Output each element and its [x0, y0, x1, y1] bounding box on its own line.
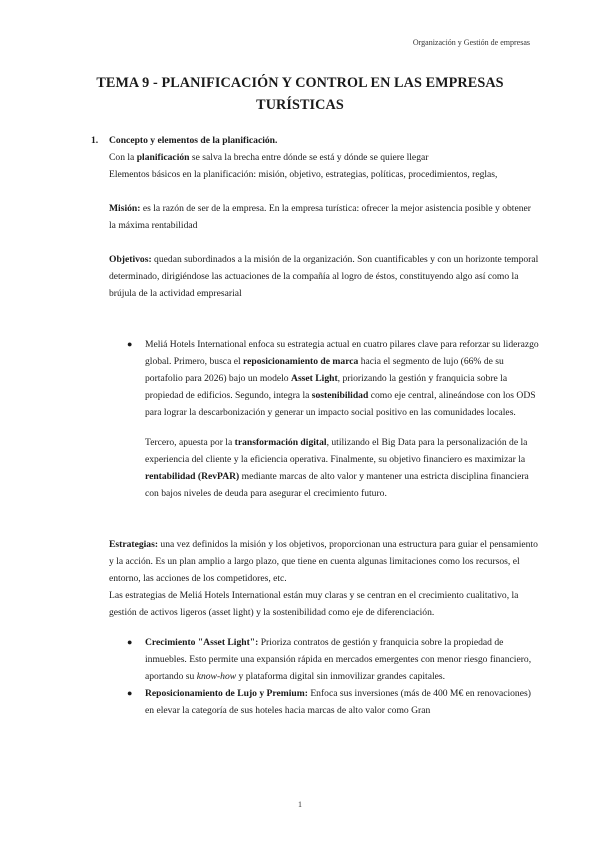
section-title: Concepto y elementos de la planificación. [109, 135, 278, 146]
section-heading [91, 132, 539, 149]
section-number: 1. [91, 135, 99, 146]
running-header: Organización y Gestión de empresas [412, 38, 530, 47]
paragraph-estrategias: Estrategias: una vez definidos la misión y los objetivos, proporcionan una estructura para guiar el pensamiento y la acción. Es un plan amplio a largo plazo, que tiene en cuenta algunas limitaciones como los recursos, el entorno, las acciones de los competidores, etc. [109, 539, 538, 584]
list-item: ● Reposicionamiento de Lujo y Premium: Enfoca sus inversiones (más de 400 M€ en renovaciones) en elevar la categoría de sus hoteles hacia marcas de alto valor como Gran [109, 685, 539, 719]
list-item: ● Crecimiento "Asset Light": Prioriza contratos de gestión y franquicia sobre la propiedad de inmuebles. Esto permite una expansión rápida en mercados emergentes con menor riesgo financiero, aportando su know-how y plataforma digital sin inmovilizar grandes capitales. [109, 634, 539, 685]
paragraph-melia-2: Tercero, apuesta por la transformación digital, utilizando el Big Data para la personalización de la experiencia del cliente y la eficiencia operativa. Finalmente, su objetivo financiero es maximizar la rentabilidad (RevPAR) mediante marcas de alto valor y mantener una estricta disciplina financiera con bajos niveles de deuda para asegurar el crecimiento futuro. [145, 437, 529, 499]
title-line-2: TURÍSTICAS [256, 97, 344, 113]
paragraph-estrategias-melia: Las estrategias de Meliá Hotels International están muy claras y se centran en el crecimiento cualitativo, la gestión de activos ligeros (asset light) y la sostenibilidad como eje de diferenciación. [109, 590, 519, 618]
bullet-icon: ● [127, 637, 133, 647]
bullet-icon: ● [127, 688, 133, 698]
estrategias-list [109, 634, 539, 719]
melia-list [109, 336, 539, 421]
paragraph-mision: Misión: es la razón de ser de la empresa. En la empresa turística: ofrecer la mejor asistencia posible y obtener la máxima rentabilidad [109, 203, 531, 231]
title-line-1: TEMA 9 - PLANIFICACIÓN Y CONTROL EN LAS EMPRESAS [96, 75, 504, 91]
page-title [60, 72, 540, 116]
bullet-icon: ● [127, 339, 133, 349]
list-item: ● Meliá Hotels International enfoca su estrategia actual en cuatro pilares clave para reforzar su liderazgo global. Primero, busca el reposicionamiento de marca hacia el segmento de lujo (66% de su portafolio para 2026) bajo un modelo Asset Light, priorizando la gestión y franquicia sobre la propiedad de edificios. Segundo, integra la sostenibilidad como eje central, alineándose con los ODS para lograr la descarbonización y generar un impacto social positivo en las comunidades locales. [109, 336, 539, 421]
paragraph-elementos: Elementos básicos en la planificación: misión, objetivo, estrategias, políticas, procedimientos, reglas, [109, 169, 498, 180]
paragraph-objetivos: Objetivos: quedan subordinados a la misión de la organización. Son cuantificables y con un horizonte temporal determinado, dirigiéndose las actuaciones de la compañía al logro de éstos, constituyendo algo así como la brújula de la actividad empresarial [109, 254, 539, 299]
document-body [91, 132, 539, 719]
paragraph-planificacion: Con la planificación se salva la brecha entre dónde se está y dónde se quiere llegar [109, 152, 429, 163]
page-number: 1 [298, 800, 302, 809]
